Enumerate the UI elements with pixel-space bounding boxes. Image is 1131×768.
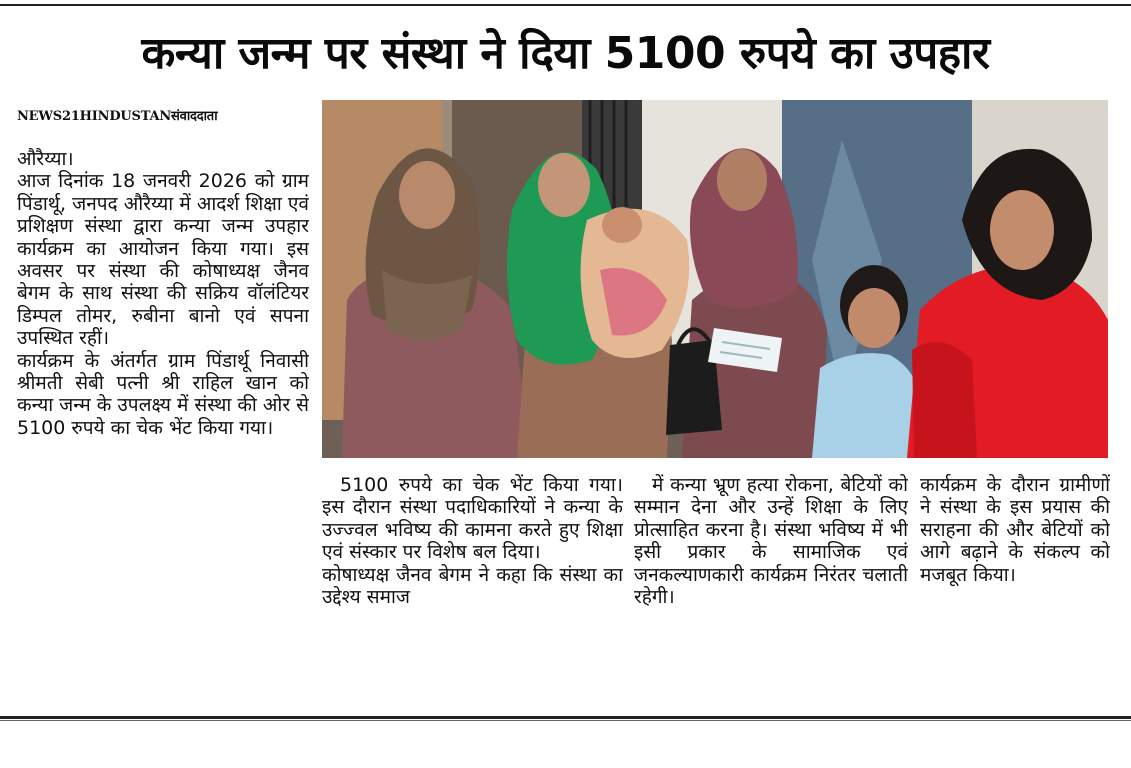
byline: NEWS21HINDUSTANसंवाददाता	[17, 109, 218, 124]
paragraph: आज दिनांक 18 जनवरी 2026 को ग्राम पिंडार्थू, जनपद औरैय्या में आदर्श शिक्षा एवं प्रशिक्षण संस्था द्वारा कन्या जन्म उपहार कार्यक्रम का आयोजन किया गया। इस अवसर पर संस्था की कोषाध्यक्ष जैनव बेगम के साथ संस्था की सक्रिय वॉलंटियर डिम्पल तोमर, रुबीना बानो एवं सपना उपस्थित रहीं।	[17, 170, 309, 350]
article-column-2	[322, 474, 623, 706]
article-column-3	[634, 474, 908, 706]
headline: कन्या जन्म पर संस्था ने दिया 5100 रुपये का उपहार	[141, 28, 990, 79]
article-column-1	[17, 148, 309, 708]
paragraph: कार्यक्रम के अंतर्गत ग्राम पिंडार्थू निवासी श्रीमती सेबी पत्नी श्री राहिल खान को कन्या जन्म के उपलक्ष्य में संस्था की ओर से 5100 रुपये का चेक भेंट किया गया।	[17, 349, 309, 439]
paragraph: कार्यक्रम के दौरान ग्रामीणों ने संस्था के इस प्रयास की सराहना की और बेटियों को आगे बढ़ाने के संकल्प को मजबूत किया।	[920, 474, 1110, 586]
paragraph: 5100 रुपये का चेक भेंट किया गया। इस दौरान संस्था पदाधिकारियों ने कन्या के उज्ज्वल भविष्य की कामना करते हुए शिक्षा एवं संस्कार पर विशेष बल दिया।	[322, 474, 623, 564]
article-column-4	[920, 474, 1110, 706]
bottom-rule	[0, 716, 1131, 719]
top-rule	[0, 4, 1131, 6]
bottom-rule-thin	[0, 720, 1131, 721]
paragraph: में कन्या भ्रूण हत्या रोकना, बेटियों को सम्मान देना और उन्हें शिक्षा के लिए प्रोत्साहित करना है। संस्था भविष्य में भी इसी प्रकार के सामाजिक एवं जनकल्याणकारी कार्यक्रम निरंतर चलाती रहेगी।	[634, 474, 908, 609]
paragraph: कोषाध्यक्ष जैनव बेगम ने कहा कि संस्था का उद्देश्य समाज	[322, 563, 623, 609]
dateline: औरैय्या।	[17, 148, 74, 170]
news-photo	[322, 100, 1108, 458]
